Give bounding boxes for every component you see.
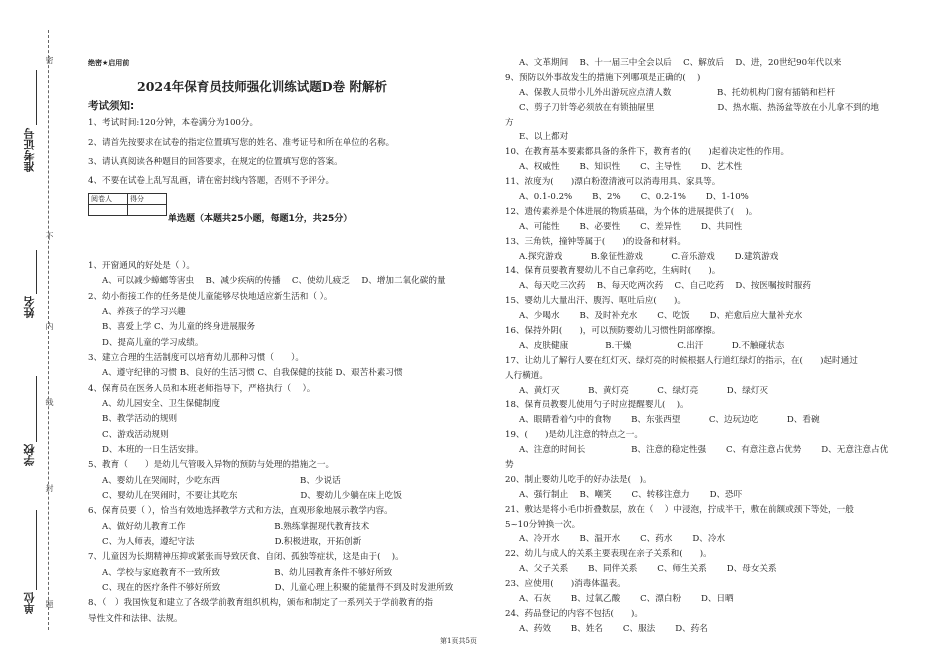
answer-option-line: C、游戏活动规则 (102, 429, 169, 440)
answer-option-line: C、现在的医疗条件不够好所致 D、儿童心理上积聚的能量得不到及时发泄所致 (102, 582, 454, 593)
reviewer-cell[interactable] (89, 205, 128, 216)
answer-option-line: A.探究游戏 B.象征性游戏 C.音乐游戏 D.建筑游戏 (519, 251, 779, 262)
exam-number-field[interactable] (36, 70, 37, 125)
answer-option-line: A、可以减少蟑螂等害虫 B、减少疾病的传播 C、使幼儿疲乏 D、增加二氧化碳的量 (102, 276, 446, 287)
section-heading: 单选题（本题共25小题，每题1分，共25分） (168, 214, 353, 224)
exam-number-label: 准考证号 (23, 128, 36, 172)
answer-option-line: A、文革期间 B、十一届三中全会以后 C、解放后 D、进，20世纪90年代以来 (519, 58, 842, 68)
unit-label: 单位 (23, 592, 36, 614)
question-stem: 4、保育员在医务人员和本班老师指导下，严格执行（ ）。 (88, 383, 316, 394)
answer-option-line: A、可能性 B、必要性 C、差异性 D、共同性 (519, 221, 743, 232)
seal-char-xian: 线 (45, 398, 54, 406)
answer-option-line: 方 (505, 117, 514, 128)
answer-option-line: 势 (505, 460, 514, 471)
question-stem: 5~10分钟换一次。 (505, 519, 581, 530)
question-stem: 12、遗传素养是个体进展的物质基础，为个体的进展提供了( )。 (505, 206, 758, 217)
question-stem: 24、药品登记的内容不包括( )。 (505, 608, 643, 619)
notice-item: 2、请首先按要求在试卷的指定位置填写您的姓名、准考证号和所在单位的名称。 (88, 138, 395, 148)
answer-option-line: A、少喝水 B、及时补充水 C、吃饭 D、疟愈后应大量补充水 (519, 311, 803, 322)
notice-item: 1、考试时间:120分钟，本卷满分为100分。 (88, 118, 259, 128)
question-stem: 22、幼儿与成人的关系主要表现在亲子关系和( )。 (505, 549, 712, 560)
question-stem: 5、教育（ ）是幼儿气管吸入异物的预防与处理的措施之一。 (88, 460, 335, 471)
question-line: 导性文件和法律、法规。 (88, 613, 183, 624)
answer-option-line: B、喜爱上学 C、为儿童的终身进展服务 (102, 322, 256, 333)
answer-option-line: A、幼儿园安全、卫生保健制度 (102, 398, 220, 409)
notice-item: 3、请认真阅读各种题目的回答要求，在规定的位置填写您的答案。 (88, 157, 343, 167)
answer-option-line: A、保教人员带小儿外出游玩应点清人数 B、托幼机构门窗有插销和栏杆 (519, 87, 836, 98)
answer-option-line: A、皮肤健康 B.干燥 C.出汗 D.不触碰状态 (519, 340, 785, 351)
answer-option-line: A、黄灯灭 B、黄灯亮 C、绿灯亮 D、绿灯灭 (519, 385, 769, 396)
answer-option-line: A、权威性 B、知识性 C、主导性 D、艺术性 (519, 162, 743, 173)
score-header: 得分 (128, 194, 167, 205)
notice-heading: 考试须知: (88, 100, 135, 112)
answer-option-line: B、教学活动的规则 (102, 414, 178, 425)
answer-option-line: A、父子关系 B、同伴关系 C、师生关系 D、母女关系 (519, 564, 777, 575)
question-stem: 6、保育员要（ ），恰当有效地选择教学方式和方法，直观形象地展示教学内容。 (88, 506, 393, 517)
question-stem: 18、保育员教婴儿使用勺子时应提醒婴儿( )。 (505, 400, 689, 411)
question-stem: 8、（ ）我国恢复和建立了各级学前教育组织机构，颁布和制定了一系列关于学前教育的指 (88, 598, 433, 609)
question-stem: 2、幼小衔接工作的任务是使儿童能够尽快地适应新生活和（ ）。 (88, 291, 333, 302)
answer-option-line: A、石灰 B、过氧乙酸 C、漂白粉 D、日晒 (519, 594, 734, 605)
question-stem: 1、开窗通风的好处是（ ）。 (88, 261, 196, 271)
question-stem: 19、( )是幼儿注意的特点之一。 (505, 430, 643, 441)
page-footer: 第1页共5页 (440, 637, 477, 645)
seal-char-feng: 封 (45, 484, 54, 492)
school-label: 学校 (23, 444, 36, 466)
name-label: 姓名 (23, 296, 36, 318)
notice-item: 4、不要在试卷上乱写乱画，请在密封线内答题，否则不予评分。 (88, 176, 335, 186)
question-stem: 16、保持外阴( )，可以预防婴幼儿习惯性阴部摩擦。 (505, 326, 721, 337)
answer-option-line: C、婴幼儿在哭闹时，不要让其吃东 D、婴幼儿少躺在床上吃饭 (102, 490, 402, 501)
score-table (88, 193, 167, 216)
answer-option-line: A、药效 B、姓名 C、服法 D、药名 (519, 623, 708, 634)
question-stem: 10、在教育基本要素都具备的条件下，教育者的( )起着决定性的作用。 (505, 147, 790, 158)
answer-option-line: E、以上都对 (519, 132, 569, 143)
name-field[interactable] (36, 250, 37, 294)
answer-option-line: A、做好幼儿教育工作 B.熟练掌握现代教育技术 (102, 521, 370, 532)
answer-option-line: A、学校与家庭教育不一致所致 B、幼儿园教育条件不够好所致 (102, 567, 393, 578)
question-stem: 7、儿童因为长期精神压抑或紧张而导致厌食、自闭、孤独等症状，这是由于( )。 (88, 552, 404, 563)
unit-field[interactable] (36, 510, 37, 590)
answer-option-line: A、冷开水 B、温开水 C、药水 D、冷水 (519, 534, 726, 545)
question-stem: 15、婴幼儿大量出汗、腹泻、呕吐后应( )。 (505, 296, 686, 307)
seal-char-mi: 密 (45, 56, 54, 64)
score-cell[interactable] (128, 205, 167, 216)
question-stem: 11、浓度为( )漂白粉澄清液可以消毒用具、家具等。 (505, 177, 721, 188)
question-stem: 17、让幼儿了解行人要在红灯灭、绿灯亮的时候根据人行道红绿灯的指示，在( )起时通过 (505, 355, 858, 366)
answer-option-line: C、为人师表，遵纪守法 D.积极进取，开拓创新 (102, 536, 362, 547)
secret-mark: 绝密★启用前 (88, 59, 130, 67)
answer-option-line: A、0.1-0.2% B、2% C、0.2-1% D、1-10% (519, 192, 749, 202)
question-stem: 21、敷达是将小毛巾折叠数层，放在（ ）中浸泡，拧成半干，敷在前额或颈下等处，一般 (505, 504, 854, 515)
reviewer-header: 阅卷人 (89, 194, 128, 205)
answer-option-line: A、注意的时间长 B、注意的稳定性强 C、有意注意占优势 D、无意注意占优 (519, 445, 889, 456)
question-stem: 3、建立合理的生活制度可以培育幼儿那种习惯（ ）。 (88, 352, 305, 363)
answer-option-line: A、每天吃三次药 B、每天吃两次药 C、自己吃药 D、按医嘱按时服药 (519, 281, 811, 292)
answer-option-line: D、提高儿童的学习成绩。 (102, 337, 204, 348)
question-line: 人行横道。 (505, 370, 548, 381)
answer-option-line: C、剪子刀针等必须放在有锁抽屉里 D、热水瓶、热汤盆等放在小儿拿不到的地 (519, 102, 879, 113)
seal-line (48, 30, 49, 630)
seal-char-ti: 题 (45, 600, 54, 608)
seal-char-bu: 不 (45, 232, 54, 240)
question-stem: 14、保育员要教育婴幼儿不自己拿药吃，生病时( )。 (505, 266, 721, 277)
question-stem: 9、预防以外事故发生的措施下列哪项是正确的( ) (505, 72, 701, 83)
answer-option-line: D、本班的一日生活安排。 (102, 444, 204, 455)
page-title: 2024年保育员技师强化训练试题D卷 附解析 (137, 79, 387, 94)
seal-char-nei: 内 (45, 322, 54, 330)
question-stem: 20、制止婴幼儿吃手的好办法是( )。 (505, 474, 652, 485)
answer-option-line: A、养孩子的学习兴趣 (102, 306, 186, 317)
question-stem: 23、应使用( )消毒体温表。 (505, 579, 626, 590)
question-stem: 13、三角铁，撞钟等属于( )的设备和材料。 (505, 236, 686, 247)
answer-option-line: A、眼睛看着勺中的食物 B、东张西望 C、边玩边吃 D、看碗 (519, 415, 820, 426)
answer-option-line: A、婴幼儿在哭闹时，少吃东西 B、少说话 (102, 475, 341, 486)
answer-option-line: A、遵守纪律的习惯 B、良好的生活习惯 C、自我保健的技能 D、艰苦朴素习惯 (102, 368, 403, 379)
answer-option-line: A、强行制止 B、嘲笑 C、转移注意力 D、恐吓 (519, 489, 743, 500)
school-field[interactable] (36, 376, 37, 442)
